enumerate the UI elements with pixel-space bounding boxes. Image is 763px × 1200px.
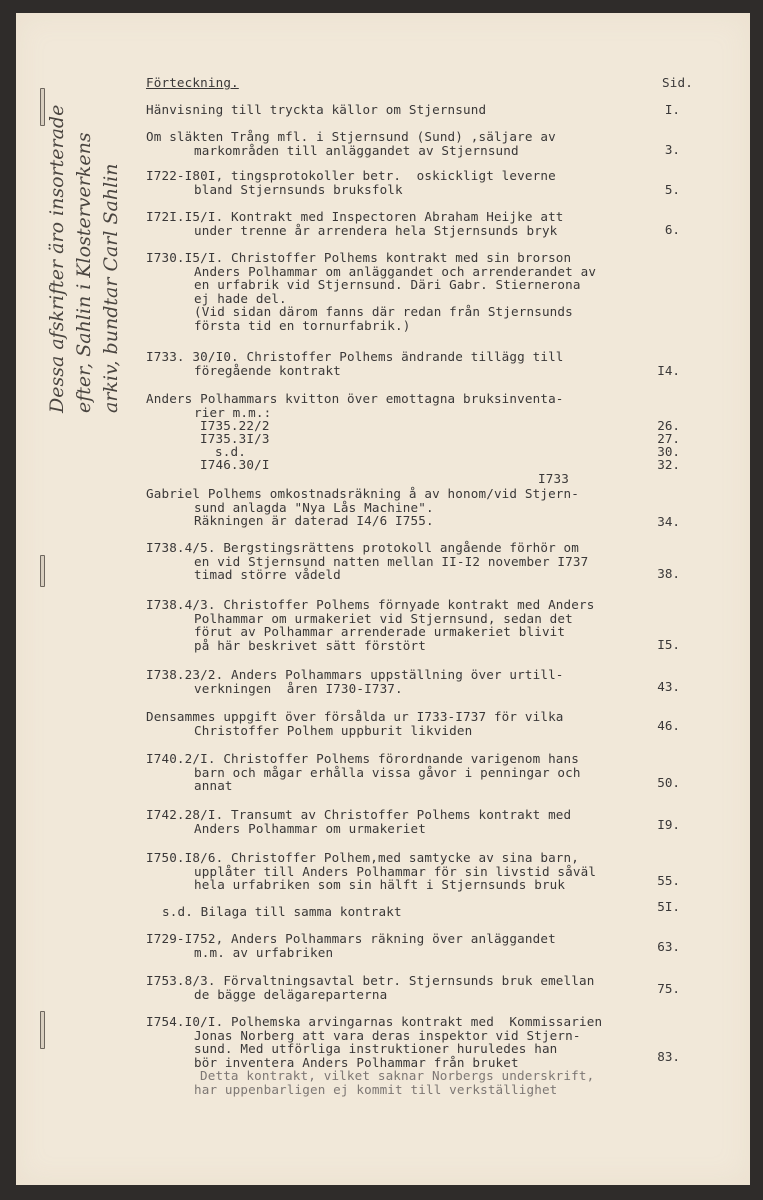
toc-entry <box>146 932 556 959</box>
entry-line: I72I.I5/I. Kontrakt med Inspectoren Abraham Heijke att <box>146 209 564 224</box>
superscript-year: I733 <box>538 471 569 486</box>
toc-entry <box>146 251 596 333</box>
page-number: 3. <box>664 142 680 157</box>
page-title: Förteckning. <box>146 75 239 90</box>
entry-line: bland Stjernsunds bruksfolk <box>194 181 403 197</box>
page-number: 5I. <box>657 899 680 914</box>
entry-line: sund. Med utförliga instruktioner huruledes han <box>194 1041 558 1057</box>
page-number: 6. <box>664 222 680 237</box>
entry-line: I738.23/2. Anders Polhammars uppställning över urtill- <box>146 667 564 682</box>
page-number: 50. <box>657 775 680 790</box>
entry-line: Anders Polhammar om urmakeriet <box>194 820 426 836</box>
entry-line: Densammes uppgift över försålda ur I733-I737 för vilka <box>146 709 564 724</box>
page-number: I9. <box>657 817 680 832</box>
entry-line: föregående kontrakt <box>194 362 341 378</box>
entry-line: I742.28/I. Transumt av Christoffer Polhems kontrakt med <box>146 807 572 822</box>
toc-entry <box>146 851 596 892</box>
toc-entry <box>146 392 564 419</box>
page-number: 26. <box>657 418 680 433</box>
toc-entry <box>146 668 564 695</box>
entry-line: I753.8/3. Förvaltningsavtal betr. Stjernsunds bruk emellan <box>146 973 595 988</box>
page-number: 75. <box>657 981 680 996</box>
entry-line: (Vid sidan därom fanns där redan från Stjernsunds <box>194 304 573 320</box>
entry-line: I733. 30/I0. Christoffer Polhems ändrande tillägg till <box>146 349 564 364</box>
entry-line: I730.I5/I. Christoffer Polhems kontrakt med sin brorson <box>146 250 572 265</box>
entry-line: markområden till anläggandet av Stjernsund <box>194 142 519 158</box>
page-number: 30. <box>657 444 680 459</box>
staple <box>40 555 45 587</box>
handwritten-note-line: efter, Sahlin i Klosterverkens <box>73 132 95 413</box>
entry-line: I750.I8/6. Christoffer Polhem,med samtycke av sina barn, <box>146 850 579 865</box>
entry-line: rier m.m.: <box>194 404 272 420</box>
page-column-header: Sid. <box>662 75 693 90</box>
entry-line: de bägge delägareparterna <box>194 986 388 1002</box>
handwritten-note-line: arkiv, bundtar Carl Sahlin <box>100 163 122 413</box>
page-number: I5. <box>657 637 680 652</box>
page-number: 46. <box>657 718 680 733</box>
entry-line: I740.2/I. Christoffer Polhems förordnande varigenom hans <box>146 751 579 766</box>
page-number: 38. <box>657 566 680 581</box>
entry-line: Polhammar om urmakeriet vid Stjernsund, sedan det <box>194 610 573 626</box>
entry-line: annat <box>194 778 233 794</box>
entry-line: m.m. av urfabriken <box>194 944 334 960</box>
entry-line: I722-I80I, tingsprotokoller betr. oskickligt leverne <box>146 168 556 183</box>
page-number: I4. <box>657 363 680 378</box>
entry-line: timad större vådeld <box>194 567 341 583</box>
toc-entry <box>146 350 564 377</box>
toc-entry <box>146 210 564 237</box>
page-number: 63. <box>657 939 680 954</box>
toc-entry <box>146 103 486 117</box>
entry-line: ej hade del. <box>194 290 287 306</box>
toc-entry <box>146 808 571 835</box>
entry-line: Räkningen är daterad I4/6 I755. <box>194 513 434 529</box>
toc-entry <box>146 130 556 157</box>
entry-line: Anders Polhammars kvitton över emottagna bruksinventa- <box>146 391 564 406</box>
entry-line: I729-I752, Anders Polhammars räkning över anläggandet <box>146 931 556 946</box>
entry-line: hela urfabriken som sin hälft i Stjernsunds bruk <box>194 877 566 893</box>
entry-line: s.d. Bilaga till samma kontrakt <box>162 904 402 919</box>
toc-entry <box>146 598 594 652</box>
toc-entry <box>146 169 556 196</box>
sub-entry-date: I735.3I/3 <box>200 431 270 446</box>
page-number: 43. <box>657 679 680 694</box>
page-number: 32. <box>657 457 680 472</box>
sub-entry-date: s.d. <box>215 444 246 459</box>
entry-line: upplåter till Anders Polhammar för sin livstid såväl <box>194 863 597 879</box>
entry-line: första tid en tornurfabrik.) <box>194 317 411 333</box>
entry-line: en vid Stjernsund natten mellan II-I2 november I737 <box>194 553 589 569</box>
staple <box>40 1011 45 1049</box>
toc-entry <box>146 541 588 582</box>
page-number: 83. <box>657 1049 680 1064</box>
entry-line: har uppenbarligen ej kommit till verkställighet <box>194 1081 558 1097</box>
entry-line: barn och mågar erhålla vissa gåvor i penningar och <box>194 764 581 780</box>
entry-line: Om släkten Trång mfl. i Stjernsund (Sund) ,säljare av <box>146 129 556 144</box>
entry-line: sund anlagda "Nya Lås Machine". <box>194 499 434 515</box>
entry-line: bör inventera Anders Polhammar från bruket <box>194 1054 519 1070</box>
entry-line: Detta kontrakt, vilket saknar Norbergs underskrift, <box>200 1068 595 1084</box>
entry-line: Jonas Norberg att vara deras inspektor vid Stjern- <box>194 1027 581 1043</box>
staple <box>40 88 45 126</box>
entry-line: I738.4/5. Bergstingsrättens protokoll angående förhör om <box>146 540 579 555</box>
toc-entry <box>146 1015 602 1097</box>
page-number: I. <box>664 102 680 117</box>
entry-line: under trenne år arrendera hela Stjernsunds bryk <box>194 222 558 238</box>
entry-line: Anders Polhammar om anläggandet och arrenderandet av <box>194 263 597 279</box>
entry-line: I738.4/3. Christoffer Polhems förnyade kontrakt med Anders <box>146 597 595 612</box>
toc-entry <box>146 710 564 737</box>
sub-entry-date: I746.30/I <box>200 457 270 472</box>
toc-entry <box>162 905 402 919</box>
page-number: 27. <box>657 431 680 446</box>
handwritten-note-line: Dessa afskrifter äro insorterade <box>46 104 68 413</box>
entry-line: Hänvisning till tryckta källor om Stjernsund <box>146 102 487 117</box>
entry-line: förut av Polhammar arrenderade urmakeriet blivit <box>194 624 566 640</box>
entry-line: en urfabrik vid Stjernsund. Däri Gabr. Stiernerona <box>194 277 581 293</box>
entry-line: Christoffer Polhem uppburit likviden <box>194 722 473 738</box>
page-number: 55. <box>657 873 680 888</box>
page-number: 34. <box>657 514 680 529</box>
entry-line: Gabriel Polhems omkostnadsräkning å av honom/vid Stjern- <box>146 486 579 501</box>
toc-entry <box>146 752 581 793</box>
sub-entry-date: I735.22/2 <box>200 418 270 433</box>
entry-line: verkningen åren I730-I737. <box>194 680 403 696</box>
toc-entry <box>146 487 579 528</box>
entry-line: I754.I0/I. Polhemska arvingarnas kontrakt med Kommissarien <box>146 1014 603 1029</box>
page-number: 5. <box>664 182 680 197</box>
toc-entry <box>146 974 594 1001</box>
entry-line: på här beskrivet sätt förstört <box>194 637 426 653</box>
